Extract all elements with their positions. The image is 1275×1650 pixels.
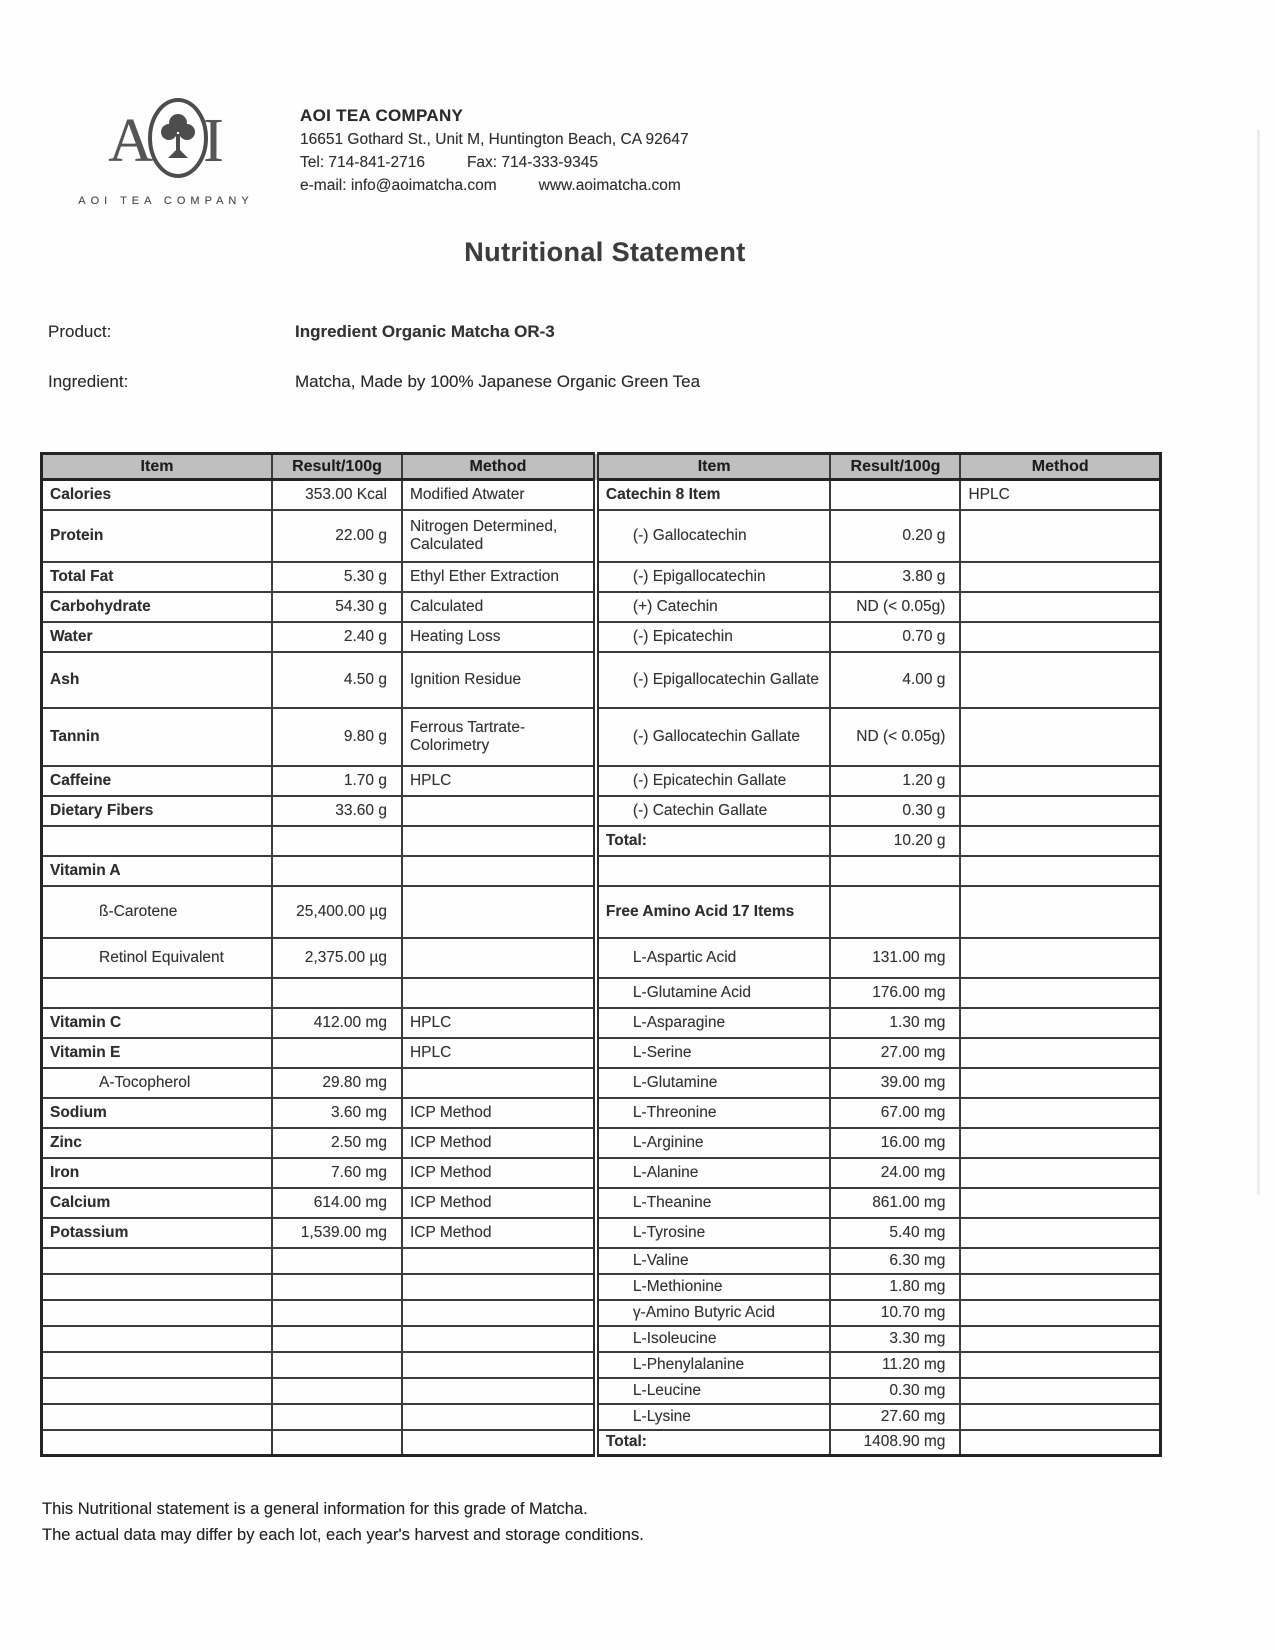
item-cell-right: (-) Catechin Gallate bbox=[596, 796, 831, 826]
company-tel: Tel: 714-841-2716 bbox=[300, 154, 425, 171]
result-cell-left bbox=[272, 1326, 402, 1352]
logo-letter-i: I bbox=[203, 106, 224, 175]
item-cell-right: L-Glutamine Acid bbox=[596, 978, 831, 1008]
result-cell-left bbox=[272, 1352, 402, 1378]
result-cell-right: ND (< 0.05g) bbox=[830, 708, 960, 766]
result-cell-right: 131.00 mg bbox=[830, 938, 960, 978]
table-row bbox=[42, 856, 1161, 886]
result-cell-right: 0.20 g bbox=[830, 510, 960, 562]
item-cell-right: L-Alanine bbox=[596, 1158, 831, 1188]
method-cell-right bbox=[960, 1430, 1160, 1456]
result-cell-left: 33.60 g bbox=[272, 796, 402, 826]
item-cell-left: Total Fat bbox=[42, 562, 273, 592]
method-cell-left bbox=[402, 1274, 596, 1300]
company-fax: Fax: 714-333-9345 bbox=[466, 154, 598, 171]
table-row bbox=[42, 1218, 1161, 1248]
table-row bbox=[42, 708, 1161, 766]
item-cell-left: Vitamin E bbox=[42, 1038, 273, 1068]
item-cell-left bbox=[42, 1248, 273, 1274]
table-row bbox=[42, 1098, 1161, 1128]
method-cell-right bbox=[960, 510, 1160, 562]
result-cell-right: 39.00 mg bbox=[830, 1068, 960, 1098]
result-cell-left: 2.40 g bbox=[272, 622, 402, 652]
method-cell-left: Calculated bbox=[402, 592, 596, 622]
method-cell-right bbox=[960, 1404, 1160, 1430]
letterhead bbox=[76, 96, 689, 207]
result-cell-left: 412.00 mg bbox=[272, 1008, 402, 1038]
footnote-line-2: The actual data may differ by each lot, each year's harvest and storage conditions. bbox=[42, 1525, 644, 1544]
item-cell-right: L-Arginine bbox=[596, 1128, 831, 1158]
item-cell-right: Free Amino Acid 17 Items bbox=[596, 886, 831, 938]
result-cell-right: 0.30 mg bbox=[830, 1378, 960, 1404]
method-cell-left: Ferrous Tartrate-Colorimetry bbox=[402, 708, 596, 766]
method-cell-left: Modified Atwater bbox=[402, 480, 596, 510]
item-cell-left: Potassium bbox=[42, 1218, 273, 1248]
method-cell-left bbox=[402, 1248, 596, 1274]
result-cell-left: 2.50 mg bbox=[272, 1128, 402, 1158]
method-cell-right bbox=[960, 652, 1160, 708]
method-cell-left: ICP Method bbox=[402, 1218, 596, 1248]
page-title: Nutritional Statement bbox=[464, 237, 746, 267]
method-cell-right bbox=[960, 1378, 1160, 1404]
item-cell-left bbox=[42, 1404, 273, 1430]
table-row bbox=[42, 1128, 1161, 1158]
result-cell-right: 0.70 g bbox=[830, 622, 960, 652]
method-cell-left: HPLC bbox=[402, 1038, 596, 1068]
table-row bbox=[42, 1188, 1161, 1218]
tree-icon bbox=[145, 96, 211, 185]
result-cell-left: 614.00 mg bbox=[272, 1188, 402, 1218]
result-cell-left: 5.30 g bbox=[272, 562, 402, 592]
item-cell-right: Total: bbox=[596, 1430, 831, 1456]
table-row bbox=[42, 826, 1161, 856]
item-cell-left: Vitamin A bbox=[42, 856, 273, 886]
method-cell-left bbox=[402, 1068, 596, 1098]
result-cell-left bbox=[272, 856, 402, 886]
method-cell-left bbox=[402, 1404, 596, 1430]
item-cell-right: L-Lysine bbox=[596, 1404, 831, 1430]
method-cell-right bbox=[960, 708, 1160, 766]
method-cell-right bbox=[960, 856, 1160, 886]
result-cell-right: 67.00 mg bbox=[830, 1098, 960, 1128]
ingredient-label: Ingredient: bbox=[48, 372, 129, 391]
method-cell-left: Heating Loss bbox=[402, 622, 596, 652]
result-cell-left bbox=[272, 1274, 402, 1300]
method-cell-right bbox=[960, 886, 1160, 938]
method-cell-right bbox=[960, 1248, 1160, 1274]
method-cell-right bbox=[960, 766, 1160, 796]
table-row bbox=[42, 1300, 1161, 1326]
table-row bbox=[42, 562, 1161, 592]
item-cell-right: L-Methionine bbox=[596, 1274, 831, 1300]
method-cell-right bbox=[960, 1188, 1160, 1218]
method-cell-right bbox=[960, 1274, 1160, 1300]
ingredient-value: Matcha, Made by 100% Japanese Organic Green Tea bbox=[295, 372, 701, 391]
method-cell-left: Ignition Residue bbox=[402, 652, 596, 708]
table-row bbox=[42, 1378, 1161, 1404]
method-cell-left bbox=[402, 826, 596, 856]
result-cell-right: 27.60 mg bbox=[830, 1404, 960, 1430]
method-cell-right bbox=[960, 796, 1160, 826]
result-cell-left: 1.70 g bbox=[272, 766, 402, 796]
method-cell-left: HPLC bbox=[402, 766, 596, 796]
result-cell-left: 9.80 g bbox=[272, 708, 402, 766]
table-row bbox=[42, 978, 1161, 1008]
result-cell-right bbox=[830, 856, 960, 886]
method-cell-right bbox=[960, 1352, 1160, 1378]
item-cell-right: L-Asparagine bbox=[596, 1008, 831, 1038]
result-cell-right: 16.00 mg bbox=[830, 1128, 960, 1158]
item-cell-right bbox=[596, 856, 831, 886]
result-cell-right: 10.70 mg bbox=[830, 1300, 960, 1326]
item-cell-left bbox=[42, 1326, 273, 1352]
item-cell-right: (-) Epicatechin Gallate bbox=[596, 766, 831, 796]
logo-caption: AOI TEA COMPANY bbox=[78, 195, 254, 207]
method-cell-right bbox=[960, 622, 1160, 652]
item-cell-right: L-Theanine bbox=[596, 1188, 831, 1218]
result-cell-right: 5.40 mg bbox=[830, 1218, 960, 1248]
method-cell-right: HPLC bbox=[960, 480, 1160, 510]
method-cell-right bbox=[960, 1098, 1160, 1128]
result-cell-left bbox=[272, 826, 402, 856]
method-cell-right bbox=[960, 1158, 1160, 1188]
result-cell-left: 7.60 mg bbox=[272, 1158, 402, 1188]
result-cell-right: ND (< 0.05g) bbox=[830, 592, 960, 622]
table-row bbox=[42, 1068, 1161, 1098]
item-cell-left: Water bbox=[42, 622, 273, 652]
item-cell-left: Carbohydrate bbox=[42, 592, 273, 622]
item-cell-left: Sodium bbox=[42, 1098, 273, 1128]
item-cell-left: Caffeine bbox=[42, 766, 273, 796]
method-cell-left: HPLC bbox=[402, 1008, 596, 1038]
method-cell-left bbox=[402, 1300, 596, 1326]
method-cell-left: Ethyl Ether Extraction bbox=[402, 562, 596, 592]
method-cell-left bbox=[402, 796, 596, 826]
item-cell-right: L-Valine bbox=[596, 1248, 831, 1274]
result-cell-right: 861.00 mg bbox=[830, 1188, 960, 1218]
method-cell-right bbox=[960, 1038, 1160, 1068]
item-cell-left bbox=[42, 978, 273, 1008]
method-cell-left bbox=[402, 1378, 596, 1404]
item-cell-right: L-Isoleucine bbox=[596, 1326, 831, 1352]
company-website: www.aoimatcha.com bbox=[538, 177, 681, 194]
nutrition-table bbox=[40, 452, 1162, 1457]
method-cell-right bbox=[960, 938, 1160, 978]
result-cell-left bbox=[272, 978, 402, 1008]
table-row bbox=[42, 592, 1161, 622]
result-cell-left: 2,375.00 µg bbox=[272, 938, 402, 978]
header-result-left: Result/100g bbox=[272, 454, 402, 480]
scan-artifact bbox=[1257, 130, 1260, 1195]
item-cell-right: L-Phenylalanine bbox=[596, 1352, 831, 1378]
item-cell-right: (-) Epicatechin bbox=[596, 622, 831, 652]
item-cell-left: ß-Carotene bbox=[42, 886, 273, 938]
nutrition-table-body bbox=[42, 480, 1161, 1456]
method-cell-right bbox=[960, 562, 1160, 592]
item-cell-right: L-Leucine bbox=[596, 1378, 831, 1404]
table-row bbox=[42, 938, 1161, 978]
item-cell-left bbox=[42, 826, 273, 856]
item-cell-left bbox=[42, 1352, 273, 1378]
item-cell-right: (-) Epigallocatechin Gallate bbox=[596, 652, 831, 708]
company-phone-line bbox=[300, 154, 689, 172]
table-row bbox=[42, 1158, 1161, 1188]
company-web-line bbox=[300, 177, 689, 195]
result-cell-left: 1,539.00 mg bbox=[272, 1218, 402, 1248]
item-cell-right: L-Aspartic Acid bbox=[596, 938, 831, 978]
item-cell-left bbox=[42, 1300, 273, 1326]
item-cell-left bbox=[42, 1430, 273, 1456]
item-cell-right: (-) Gallocatechin bbox=[596, 510, 831, 562]
method-cell-left bbox=[402, 938, 596, 978]
result-cell-left: 29.80 mg bbox=[272, 1068, 402, 1098]
item-cell-left bbox=[42, 1274, 273, 1300]
method-cell-left: ICP Method bbox=[402, 1128, 596, 1158]
method-cell-right bbox=[960, 1218, 1160, 1248]
table-row bbox=[42, 766, 1161, 796]
table-row bbox=[42, 510, 1161, 562]
header-item-right: Item bbox=[596, 454, 831, 480]
method-cell-left bbox=[402, 856, 596, 886]
footnote bbox=[42, 1497, 644, 1548]
item-cell-right: Catechin 8 Item bbox=[596, 480, 831, 510]
item-cell-left bbox=[42, 1378, 273, 1404]
ingredient-field bbox=[48, 372, 700, 392]
result-cell-left bbox=[272, 1430, 402, 1456]
result-cell-right: 1.30 mg bbox=[830, 1008, 960, 1038]
item-cell-left: A-Tocopherol bbox=[42, 1068, 273, 1098]
item-cell-right: L-Tyrosine bbox=[596, 1218, 831, 1248]
item-cell-left: Protein bbox=[42, 510, 273, 562]
item-cell-left: Calcium bbox=[42, 1188, 273, 1218]
result-cell-right: 3.80 g bbox=[830, 562, 960, 592]
method-cell-right bbox=[960, 1326, 1160, 1352]
result-cell-left: 22.00 g bbox=[272, 510, 402, 562]
item-cell-left: Dietary Fibers bbox=[42, 796, 273, 826]
method-cell-left bbox=[402, 1430, 596, 1456]
company-logo bbox=[76, 96, 256, 207]
header-item-left: Item bbox=[42, 454, 273, 480]
item-cell-right: L-Threonine bbox=[596, 1098, 831, 1128]
result-cell-right: 3.30 mg bbox=[830, 1326, 960, 1352]
header-method-left: Method bbox=[402, 454, 596, 480]
result-cell-left: 54.30 g bbox=[272, 592, 402, 622]
product-label: Product: bbox=[48, 322, 112, 341]
result-cell-left bbox=[272, 1404, 402, 1430]
table-row bbox=[42, 1274, 1161, 1300]
table-row bbox=[42, 622, 1161, 652]
table-row bbox=[42, 1352, 1161, 1378]
table-header-row bbox=[42, 454, 1161, 480]
result-cell-left: 25,400.00 µg bbox=[272, 886, 402, 938]
method-cell-left bbox=[402, 978, 596, 1008]
item-cell-right: (+) Catechin bbox=[596, 592, 831, 622]
result-cell-left: 3.60 mg bbox=[272, 1098, 402, 1128]
table-row bbox=[42, 480, 1161, 510]
logo-monogram bbox=[76, 96, 256, 185]
table-row bbox=[42, 1008, 1161, 1038]
table-row bbox=[42, 652, 1161, 708]
result-cell-left bbox=[272, 1248, 402, 1274]
method-cell-right bbox=[960, 1128, 1160, 1158]
company-address: 16651 Gothard St., Unit M, Huntington Beach, CA 92647 bbox=[300, 131, 689, 148]
logo-letter-a: A bbox=[108, 106, 154, 175]
table-row bbox=[42, 1404, 1161, 1430]
company-info bbox=[300, 96, 689, 207]
result-cell-right: 11.20 mg bbox=[830, 1352, 960, 1378]
result-cell-right: 1.80 mg bbox=[830, 1274, 960, 1300]
result-cell-right: 176.00 mg bbox=[830, 978, 960, 1008]
method-cell-right bbox=[960, 1300, 1160, 1326]
item-cell-left: Calories bbox=[42, 480, 273, 510]
product-field bbox=[48, 322, 555, 342]
method-cell-right bbox=[960, 1008, 1160, 1038]
item-cell-right: L-Serine bbox=[596, 1038, 831, 1068]
method-cell-right bbox=[960, 1068, 1160, 1098]
item-cell-left: Retinol Equivalent bbox=[42, 938, 273, 978]
item-cell-right: L-Glutamine bbox=[596, 1068, 831, 1098]
method-cell-left bbox=[402, 1352, 596, 1378]
method-cell-right bbox=[960, 826, 1160, 856]
item-cell-right: (-) Epigallocatechin bbox=[596, 562, 831, 592]
method-cell-left: ICP Method bbox=[402, 1098, 596, 1128]
result-cell-right: 0.30 g bbox=[830, 796, 960, 826]
item-cell-left: Zinc bbox=[42, 1128, 273, 1158]
company-email: e-mail: info@aoimatcha.com bbox=[300, 177, 497, 194]
result-cell-left bbox=[272, 1378, 402, 1404]
result-cell-left: 4.50 g bbox=[272, 652, 402, 708]
item-cell-left: Ash bbox=[42, 652, 273, 708]
method-cell-left: ICP Method bbox=[402, 1158, 596, 1188]
result-cell-right: 1408.90 mg bbox=[830, 1430, 960, 1456]
header-method-right: Method bbox=[960, 454, 1160, 480]
item-cell-right: (-) Gallocatechin Gallate bbox=[596, 708, 831, 766]
method-cell-left bbox=[402, 886, 596, 938]
result-cell-right: 10.20 g bbox=[830, 826, 960, 856]
footnote-line-1: This Nutritional statement is a general information for this grade of Matcha. bbox=[42, 1500, 588, 1518]
method-cell-left: ICP Method bbox=[402, 1188, 596, 1218]
item-cell-left: Vitamin C bbox=[42, 1008, 273, 1038]
result-cell-right: 4.00 g bbox=[830, 652, 960, 708]
table-row bbox=[42, 1248, 1161, 1274]
item-cell-left: Tannin bbox=[42, 708, 273, 766]
result-cell-right: 27.00 mg bbox=[830, 1038, 960, 1068]
company-name: AOI TEA COMPANY bbox=[300, 106, 464, 125]
result-cell-right: 24.00 mg bbox=[830, 1158, 960, 1188]
item-cell-left: Iron bbox=[42, 1158, 273, 1188]
method-cell-left bbox=[402, 1326, 596, 1352]
table-row bbox=[42, 1326, 1161, 1352]
table-row bbox=[42, 796, 1161, 826]
product-value: Ingredient Organic Matcha OR-3 bbox=[295, 322, 555, 341]
table-row bbox=[42, 1038, 1161, 1068]
result-cell-right bbox=[830, 886, 960, 938]
table-row bbox=[42, 886, 1161, 938]
header-result-right: Result/100g bbox=[830, 454, 960, 480]
method-cell-right bbox=[960, 592, 1160, 622]
item-cell-right: γ-Amino Butyric Acid bbox=[596, 1300, 831, 1326]
table-row bbox=[42, 1430, 1161, 1456]
method-cell-left: Nitrogen Determined, Calculated bbox=[402, 510, 596, 562]
result-cell-right: 6.30 mg bbox=[830, 1248, 960, 1274]
result-cell-left bbox=[272, 1300, 402, 1326]
method-cell-right bbox=[960, 978, 1160, 1008]
item-cell-right: Total: bbox=[596, 826, 831, 856]
result-cell-left bbox=[272, 1038, 402, 1068]
result-cell-right bbox=[830, 480, 960, 510]
result-cell-left: 353.00 Kcal bbox=[272, 480, 402, 510]
result-cell-right: 1.20 g bbox=[830, 766, 960, 796]
